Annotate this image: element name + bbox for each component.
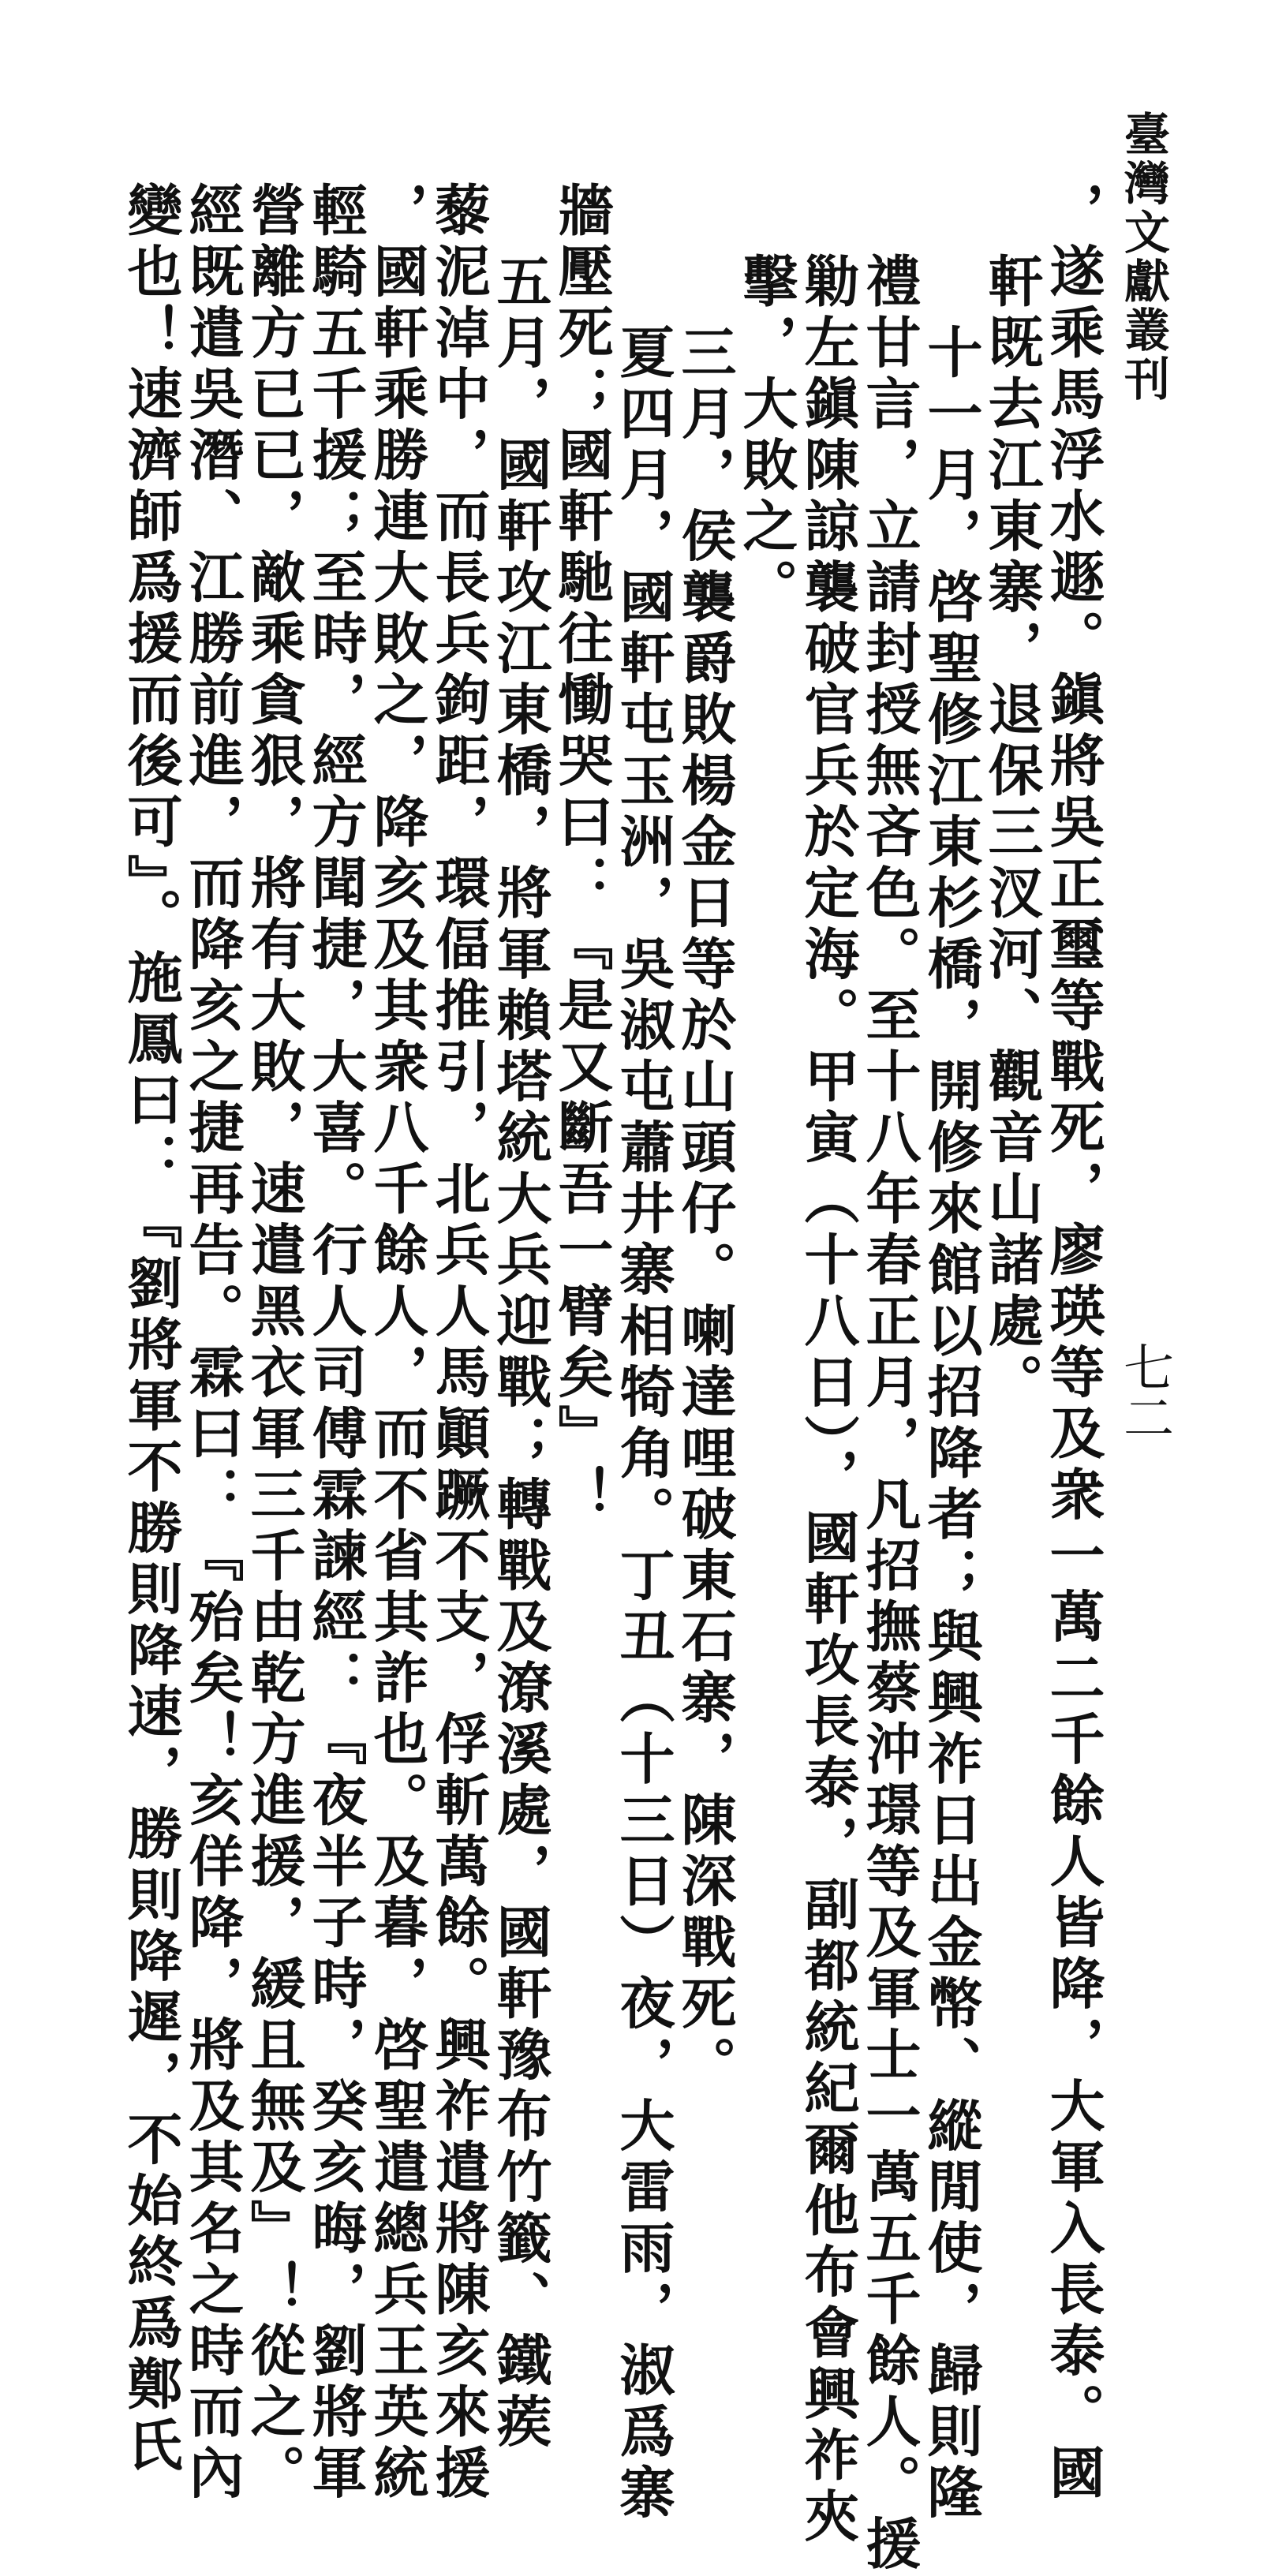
- text-column: 營離方已已，敵乘貪狠，將有大敗，速遣黑衣軍三千由乾方進援，緩且無及』！從之。: [241, 181, 307, 2505]
- text-column: 五月，國軒攻江東橋，將軍賴塔統大兵迎戰；轉戰及潦溪處，國軒豫布竹籤、鐵蒺: [488, 252, 553, 2454]
- text-column: 經既遣吳潛、江勝前進，而降亥之捷再告。霖曰：『殆矣！亥佯降，將及其名之時而內: [180, 181, 245, 2505]
- text-column: 變也！速濟師爲援而後可』。施鳳曰：『劉將軍不勝則降速，勝則降遲，不始終爲鄭氏: [118, 181, 184, 2477]
- text-column: 輕騎五千援；至時，經方聞捷，大喜。行人司傅霖諫經：『夜半子時，癸亥晦，劉將軍: [303, 181, 368, 2505]
- text-column: 禮甘言，立請封授無吝色。至十八年春正月，凡招撫蔡沖璟等及軍士一萬五千餘人。援: [857, 252, 922, 2576]
- text-column: 勦左鎭陳諒襲破官兵於定海。甲寅（十八日），國軒攻長泰，副都統紀爾他布會興祚夾: [795, 252, 861, 2548]
- text-column: 牆壓死；國軒馳往慟哭曰：『是又斷吾一臂矣』！: [549, 181, 615, 1527]
- text-column: 軒既去江東寨，退保三汊河、觀音山諸處。: [979, 252, 1045, 1415]
- text-column: 藜泥淖中，而長兵鉤距，環偪推引，北兵人馬顚蹶不支，俘斬萬餘。興祚遣將陳亥來援: [426, 181, 492, 2505]
- text-column: 十一月，啓聖修江東杉橋，開修來館以招降者；與興祚日出金幣、縱閒使，歸則隆: [918, 323, 984, 2525]
- text-column: ，遂乘馬浮水遯。鎭將吳正璽等戰死，廖瑛等及衆一萬二千餘人皆降，大軍入長泰。國: [1041, 181, 1106, 2505]
- text-column: 夏四月，國軒屯玉洲，吳淑屯蕭井寨相犄角。丁丑（十三日）夜，大雷雨，淑爲寨: [611, 323, 676, 2525]
- page-number: 七二: [1115, 1341, 1173, 1442]
- text-column: ，國軒乘勝連大敗之，降亥及其衆八千餘人，而不省其詐也。及暮，啓聖遣總兵王英統: [365, 181, 430, 2505]
- running-header: 臺灣文獻叢刊: [1116, 110, 1170, 404]
- text-column: 三月，侯襲爵敗楊金日等於山頭仔。喇達哩破東石寨，陳深戰死。: [672, 323, 738, 2097]
- text-column: 擊，大敗之。: [734, 252, 799, 619]
